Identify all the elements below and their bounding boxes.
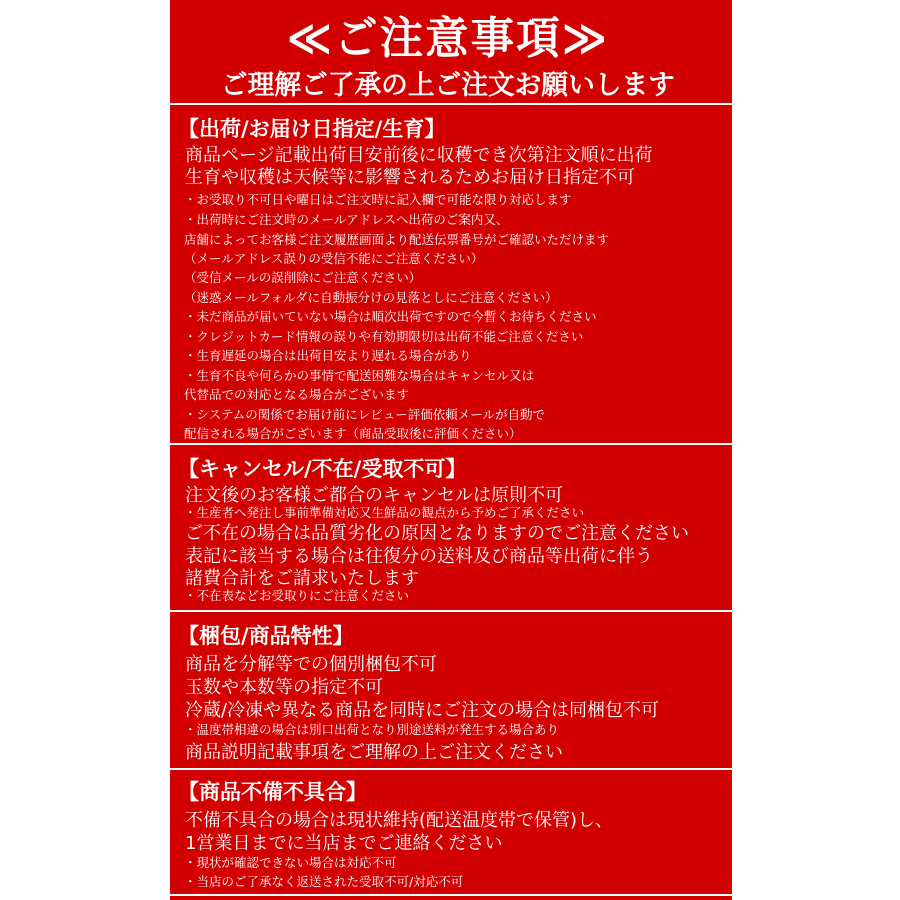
section-line: ・当店のご了承なく返送された受取不可/対応不可 <box>184 874 464 889</box>
divider <box>170 768 732 770</box>
divider <box>170 894 732 896</box>
divider <box>170 610 732 612</box>
section-title: 【出荷/お届け日指定/生育】 <box>178 117 446 141</box>
section-line: 生育や収穫は天候等に影響されるためお届け日指定不可 <box>185 167 635 188</box>
section-line: ご不在の場合は品質劣化の原因となりますのでご注意ください <box>185 523 689 544</box>
section-title: 【商品不備不具合】 <box>178 780 367 804</box>
section-line: 商品を分解等での個別梱包不可 <box>185 654 437 675</box>
section-line: ・生育不良や何らかの事情で配送困難な場合はキャンセル又は <box>184 368 535 383</box>
section-line: 1営業日までに当店までご連絡ください <box>185 833 503 854</box>
section-line: 配信される場合がございます（商品受取後に評価ください） <box>184 426 522 441</box>
section-line: 不備不具合の場合は現状維持(配送温度帯で保管)し、 <box>185 810 614 831</box>
section-line: 表記に該当する場合は往復分の送料及び商品等出荷に伴う <box>185 546 653 567</box>
section-line: 冷蔵/冷凍や異なる商品を同時にご注文の場合は同梱包不可 <box>185 700 660 721</box>
section-line: ・お受取り不可日や曜日はご注文時に記入欄で可能な限り対応します <box>184 192 572 207</box>
section-line: ・クレジットカード情報の誤りや有効期限切は出荷不能ご注意ください <box>184 329 584 344</box>
page-subtitle: ご理解ご了承の上ご注文お願いします <box>220 70 675 101</box>
section-line: 注文後のお客様ご都合のキャンセルは原則不可 <box>185 485 563 506</box>
section-line: 商品ページ記載出荷目安前後に収穫でき次第注文順に出荷 <box>185 145 653 166</box>
section-line: ・温度帯相違の場合は別口出荷となり別途送料が発生する場合あり <box>184 722 560 737</box>
section-line: ・生育遅延の場合は出荷目安より遅れる場合があり <box>184 348 472 363</box>
notice-panel <box>170 0 732 900</box>
section-line: 商品説明記載事項をご理解の上ご注文ください <box>185 742 563 763</box>
section-line: ・出荷時にご注文時のメールアドレスへ出荷のご案内又、 <box>184 212 509 227</box>
section-line: ・未だ商品が届いていない場合は順次出荷ですので今暫くお待ちください <box>184 309 597 324</box>
section-line: 玉数や本数等の指定不可 <box>185 677 383 698</box>
section-line: ・現状が確認できない場合は対応不可 <box>184 855 397 870</box>
section-line: （迷惑メールフォルダに自動振分けの見落としにご注意ください） <box>184 290 558 305</box>
section-title: 【キャンセル/不在/受取不可】 <box>178 457 467 481</box>
section-title: 【梱包/商品特性】 <box>178 624 354 648</box>
section-line: ・不在表などお受取りにご注意ください <box>184 588 410 603</box>
section-line: 代替品での対応となる場合がございます <box>184 387 410 402</box>
section-line: ・生産者へ発注し事前準備対応又生鮮品の観点から予めご了承ください <box>184 505 585 520</box>
section-line: 店舗によってお客様ご注文履歴画面より配送伝票番号がご確認いただけます <box>184 232 610 247</box>
section-line: 諸費合計をご請求いたします <box>185 568 419 589</box>
section-line: （受信メールの誤削除にご注意ください） <box>184 270 422 285</box>
section-line: （メールアドレス誤りの受信不能にご注意ください） <box>184 251 484 266</box>
divider <box>170 443 732 445</box>
divider <box>170 103 732 105</box>
section-line: ・システムの関係でお届け前にレビュー評価依頼メールが自動で <box>184 407 546 422</box>
page-title: ≪ご注意事項≫ <box>286 13 610 64</box>
